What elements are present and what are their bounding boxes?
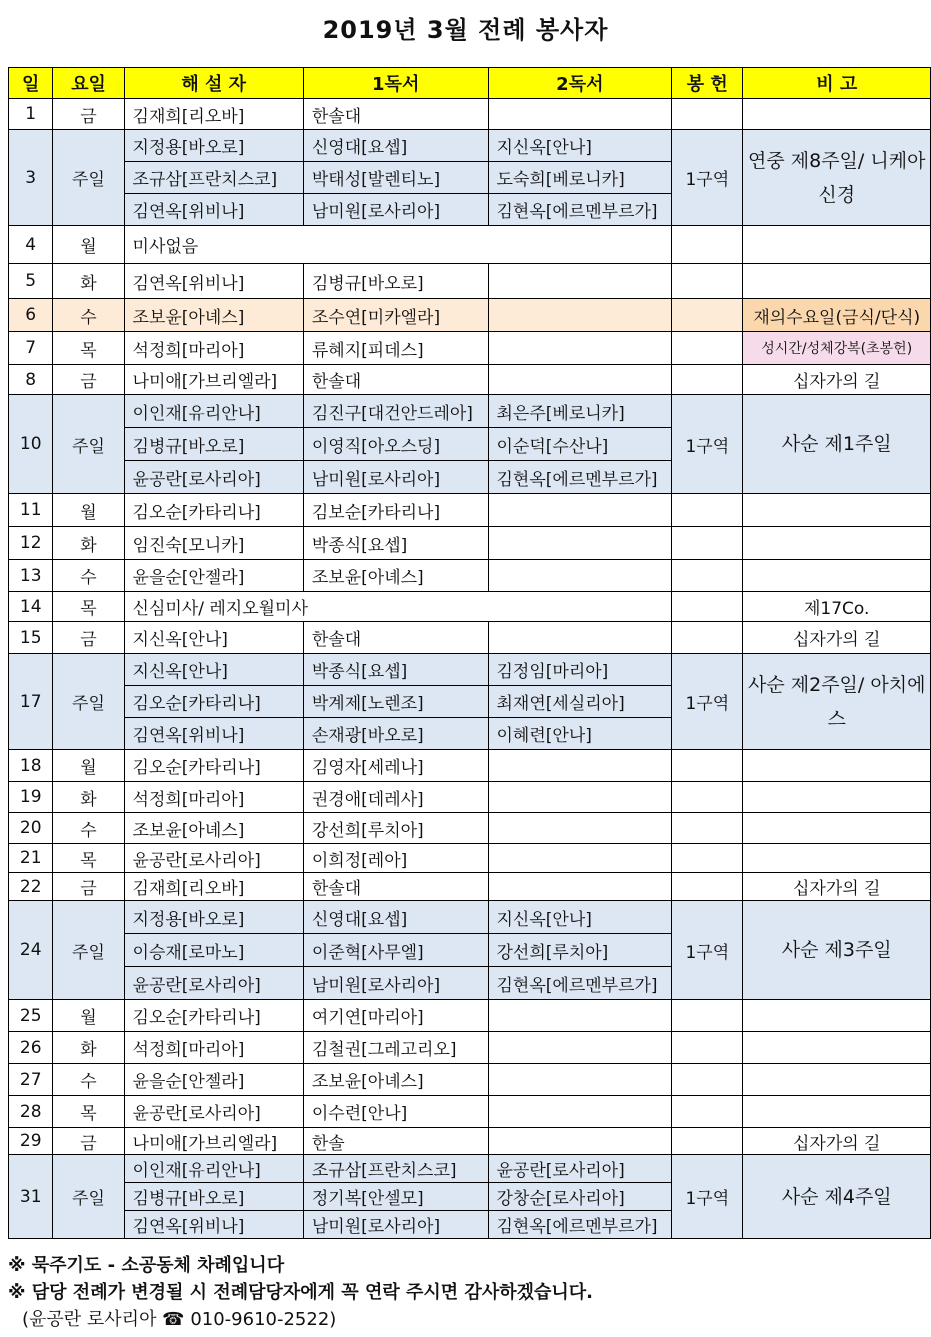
second-reading-cell xyxy=(488,622,672,654)
weekday-cell: 목 xyxy=(53,1096,124,1128)
offering-cell: 1구역 xyxy=(672,654,743,750)
note-cell: 제17Co. xyxy=(743,592,931,622)
offering-cell xyxy=(672,1064,743,1096)
commentator-cell: 김재희[리오바] xyxy=(124,873,303,901)
offering-cell xyxy=(672,226,743,264)
weekday-cell: 월 xyxy=(53,750,124,782)
second-reading-cell: 김현옥[에르멘부르가] xyxy=(488,461,672,494)
schedule-row xyxy=(9,844,931,873)
first-reading-cell: 이희정[레아] xyxy=(303,844,488,873)
note-cell: 사순 제3주일 xyxy=(743,901,931,1000)
weekday-cell: 월 xyxy=(53,226,124,264)
commentator-cell: 조보윤[아녜스] xyxy=(124,299,303,332)
first-reading-cell: 한솔 xyxy=(303,1128,488,1155)
schedule-row xyxy=(9,813,931,844)
day-cell: 19 xyxy=(9,782,53,813)
second-reading-cell: 김현옥[에르멘부르가] xyxy=(488,194,672,226)
commentator-cell: 김연옥[위비나] xyxy=(124,194,303,226)
first-reading-cell: 김영자[세레나] xyxy=(303,750,488,782)
first-reading-cell: 정기복[안셀모] xyxy=(303,1183,488,1211)
first-reading-cell: 김보순[카타리나] xyxy=(303,494,488,527)
commentator-cell: 김연옥[위비나] xyxy=(124,264,303,299)
schedule-row xyxy=(9,1155,931,1183)
weekday-cell: 수 xyxy=(53,1064,124,1096)
second-reading-cell: 윤공란[로사리아] xyxy=(488,1155,672,1183)
commentator-cell: 윤공란[로사리아] xyxy=(124,461,303,494)
offering-cell xyxy=(672,527,743,560)
second-reading-cell: 지신옥[안나] xyxy=(488,901,672,934)
weekday-cell: 주일 xyxy=(53,395,124,494)
first-reading-cell: 김진구[대건안드레아] xyxy=(303,395,488,428)
note-cell xyxy=(743,782,931,813)
commentator-cell: 나미애[가브리엘라] xyxy=(124,365,303,395)
commentator-cell: 김연옥[위비나] xyxy=(124,718,303,750)
weekday-cell: 주일 xyxy=(53,901,124,1000)
second-reading-cell xyxy=(488,1064,672,1096)
note-cell xyxy=(743,1064,931,1096)
note-cell xyxy=(743,750,931,782)
offering-cell xyxy=(672,560,743,592)
second-reading-cell xyxy=(488,782,672,813)
first-reading-cell: 조보윤[아녜스] xyxy=(303,560,488,592)
first-reading-cell: 신영대[요셉] xyxy=(303,130,488,162)
schedule-row xyxy=(9,1032,931,1064)
schedule-row xyxy=(9,395,931,428)
commentator-cell: 김재희[리오바] xyxy=(124,99,303,130)
commentator-cell: 윤을순[안젤라] xyxy=(124,1064,303,1096)
first-reading-cell: 조규삼[프란치스코] xyxy=(303,1155,488,1183)
weekday-cell: 목 xyxy=(53,592,124,622)
commentator-cell: 지정용[바오로] xyxy=(124,130,303,162)
note-cell xyxy=(743,844,931,873)
commentator-cell: 석정희[마리아] xyxy=(124,332,303,365)
note-cell xyxy=(743,494,931,527)
weekday-cell: 화 xyxy=(53,527,124,560)
second-reading-cell: 최재연[세실리아] xyxy=(488,686,672,718)
weekday-cell: 금 xyxy=(53,622,124,654)
offering-cell: 1구역 xyxy=(672,901,743,1000)
commentator-cell: 지신옥[안나] xyxy=(124,622,303,654)
first-reading-cell: 남미원[로사리아] xyxy=(303,967,488,1000)
first-reading-cell: 여기연[마리아] xyxy=(303,1000,488,1032)
first-reading-cell: 강선희[루치아] xyxy=(303,813,488,844)
schedule-row xyxy=(9,560,931,592)
note-cell xyxy=(743,527,931,560)
first-reading-cell: 신영대[요셉] xyxy=(303,901,488,934)
first-reading-cell: 손재광[바오로] xyxy=(303,718,488,750)
day-cell: 7 xyxy=(9,332,53,365)
commentator-cell: 김오순[카타리나] xyxy=(124,750,303,782)
note-cell: 십자가의 길 xyxy=(743,873,931,901)
first-reading-cell: 남미원[로사리아] xyxy=(303,194,488,226)
commentator-cell: 김연옥[위비나] xyxy=(124,1211,303,1239)
change-notice: ※ 담당 전례가 변경될 시 전례담당자에게 꼭 연락 주시면 감사하겠습니다. xyxy=(8,1282,593,1303)
weekday-cell: 주일 xyxy=(53,130,124,226)
second-reading-cell: 이혜련[안나] xyxy=(488,718,672,750)
day-cell: 6 xyxy=(9,299,53,332)
second-reading-cell xyxy=(488,560,672,592)
first-reading-cell: 한솔대 xyxy=(303,873,488,901)
schedule-row xyxy=(9,130,931,162)
note-cell: 십자가의 길 xyxy=(743,365,931,395)
weekday-cell: 주일 xyxy=(53,1155,124,1239)
second-reading-cell xyxy=(488,813,672,844)
first-reading-cell: 조수연[미카엘라] xyxy=(303,299,488,332)
schedule-row xyxy=(9,654,931,686)
day-cell: 14 xyxy=(9,592,53,622)
second-reading-cell xyxy=(488,527,672,560)
day-cell: 10 xyxy=(9,395,53,494)
schedule-row xyxy=(9,873,931,901)
day-cell: 13 xyxy=(9,560,53,592)
offering-cell xyxy=(672,365,743,395)
offering-cell xyxy=(672,592,743,622)
contact-info: (윤공란 로사리아 ☎ 010-9610-2522) xyxy=(22,1309,337,1330)
note-cell: 사순 제2주일/ 아치에스 xyxy=(743,654,931,750)
commentator-cell: 조규삼[프란치스코] xyxy=(124,162,303,194)
schedule-row xyxy=(9,365,931,395)
commentator-cell: 임진숙[모니카] xyxy=(124,527,303,560)
second-reading-cell: 강창순[로사리아] xyxy=(488,1183,672,1211)
header-offering: 봉 헌 xyxy=(672,68,743,99)
second-reading-cell xyxy=(488,1128,672,1155)
day-cell: 29 xyxy=(9,1128,53,1155)
offering-cell xyxy=(672,1000,743,1032)
first-reading-cell: 한솔대 xyxy=(303,365,488,395)
schedule-row xyxy=(9,901,931,934)
second-reading-cell xyxy=(488,1096,672,1128)
weekday-cell: 화 xyxy=(53,264,124,299)
day-cell: 5 xyxy=(9,264,53,299)
first-reading-cell: 박계제[노렌조] xyxy=(303,686,488,718)
commentator-cell: 김병규[바오로] xyxy=(124,428,303,461)
schedule-row xyxy=(9,622,931,654)
day-cell: 20 xyxy=(9,813,53,844)
day-cell: 12 xyxy=(9,527,53,560)
day-cell: 22 xyxy=(9,873,53,901)
note-cell: 재의수요일(금식/단식) xyxy=(743,299,931,332)
second-reading-cell xyxy=(488,844,672,873)
commentator-cell: 지정용[바오로] xyxy=(124,901,303,934)
day-cell: 24 xyxy=(9,901,53,1000)
schedule-row xyxy=(9,1064,931,1096)
offering-cell xyxy=(672,1128,743,1155)
header-first-reading: 1독서 xyxy=(303,68,488,99)
commentator-cell: 석정희[마리아] xyxy=(124,1032,303,1064)
schedule-row xyxy=(9,527,931,560)
second-reading-cell: 도숙희[베로니카] xyxy=(488,162,672,194)
day-cell: 25 xyxy=(9,1000,53,1032)
first-reading-cell: 이준혁[사무엘] xyxy=(303,934,488,967)
commentator-cell: 윤공란[로사리아] xyxy=(124,967,303,1000)
day-cell: 11 xyxy=(9,494,53,527)
note-cell: 십자가의 길 xyxy=(743,622,931,654)
schedule-row xyxy=(9,332,931,365)
page-title: 2019년 3월 전례 봉사자 xyxy=(322,16,609,44)
offering-cell xyxy=(672,813,743,844)
commentator-cell: 조보윤[아녜스] xyxy=(124,813,303,844)
offering-cell xyxy=(672,299,743,332)
header-weekday: 요일 xyxy=(53,68,124,99)
day-cell: 3 xyxy=(9,130,53,226)
day-cell: 8 xyxy=(9,365,53,395)
schedule-row xyxy=(9,1096,931,1128)
day-cell: 27 xyxy=(9,1064,53,1096)
weekday-cell: 화 xyxy=(53,1032,124,1064)
offering-cell xyxy=(672,1096,743,1128)
second-reading-cell: 김정임[마리아] xyxy=(488,654,672,686)
commentator-cell: 김병규[바오로] xyxy=(124,1183,303,1211)
first-reading-cell: 남미원[로사리아] xyxy=(303,1211,488,1239)
commentator-cell: 이승재[로마노] xyxy=(124,934,303,967)
note-cell: 사순 제4주일 xyxy=(743,1155,931,1239)
note-cell xyxy=(743,99,931,130)
schedule-row xyxy=(9,782,931,813)
schedule-row xyxy=(9,226,931,264)
second-reading-cell xyxy=(488,873,672,901)
second-reading-cell: 이순덕[수산나] xyxy=(488,428,672,461)
day-cell: 1 xyxy=(9,99,53,130)
second-reading-cell xyxy=(488,264,672,299)
commentator-cell: 이인재[유리안나] xyxy=(124,395,303,428)
offering-cell xyxy=(672,622,743,654)
commentator-cell: 윤공란[로사리아] xyxy=(124,844,303,873)
first-reading-cell: 조보윤[아녜스] xyxy=(303,1064,488,1096)
first-reading-cell: 한솔대 xyxy=(303,99,488,130)
note-cell xyxy=(743,264,931,299)
commentator-cell: 김오순[카타리나] xyxy=(124,686,303,718)
day-cell: 31 xyxy=(9,1155,53,1239)
weekday-cell: 월 xyxy=(53,1000,124,1032)
second-reading-cell xyxy=(488,1032,672,1064)
header-commentator: 해 설 자 xyxy=(124,68,303,99)
day-cell: 15 xyxy=(9,622,53,654)
first-reading-cell: 남미원[로사리아] xyxy=(303,461,488,494)
commentator-cell: 석정희[마리아] xyxy=(124,782,303,813)
first-reading-cell: 이수련[안나] xyxy=(303,1096,488,1128)
header-second-reading: 2독서 xyxy=(488,68,672,99)
note-cell xyxy=(743,560,931,592)
note-cell: 성시간/성체강복(초봉헌) xyxy=(743,332,931,365)
rosary-notice: ※ 묵주기도 - 소공동체 차례입니다 xyxy=(8,1255,285,1276)
offering-cell xyxy=(672,264,743,299)
offering-cell xyxy=(672,332,743,365)
commentator-cell: 이인재[유리안나] xyxy=(124,1155,303,1183)
first-reading-cell: 권경애[데레사] xyxy=(303,782,488,813)
schedule-row xyxy=(9,1128,931,1155)
weekday-cell: 수 xyxy=(53,299,124,332)
second-reading-cell: 강선희[루치아] xyxy=(488,934,672,967)
day-cell: 18 xyxy=(9,750,53,782)
second-reading-cell xyxy=(488,299,672,332)
schedule-row xyxy=(9,99,931,130)
weekday-cell: 수 xyxy=(53,813,124,844)
note-cell xyxy=(743,1096,931,1128)
weekday-cell: 수 xyxy=(53,560,124,592)
note-cell xyxy=(743,226,931,264)
second-reading-cell xyxy=(488,494,672,527)
second-reading-cell xyxy=(488,750,672,782)
day-cell: 17 xyxy=(9,654,53,750)
offering-cell xyxy=(672,750,743,782)
schedule-row xyxy=(9,750,931,782)
commentator-cell: 김오순[카타리나] xyxy=(124,494,303,527)
day-cell: 26 xyxy=(9,1032,53,1064)
day-cell: 21 xyxy=(9,844,53,873)
weekday-cell: 금 xyxy=(53,873,124,901)
note-cell xyxy=(743,1032,931,1064)
first-reading-cell: 박태성[발렌티노] xyxy=(303,162,488,194)
merged-cell: 신심미사/ 레지오월미사 xyxy=(124,592,672,622)
offering-cell: 1구역 xyxy=(672,1155,743,1239)
offering-cell xyxy=(672,873,743,901)
offering-cell: 1구역 xyxy=(672,395,743,494)
schedule-row xyxy=(9,494,931,527)
offering-cell xyxy=(672,494,743,527)
offering-cell xyxy=(672,1032,743,1064)
note-cell: 사순 제1주일 xyxy=(743,395,931,494)
second-reading-cell: 지신옥[안나] xyxy=(488,130,672,162)
commentator-cell: 윤공란[로사리아] xyxy=(124,1096,303,1128)
first-reading-cell: 김병규[바오로] xyxy=(303,264,488,299)
header-row xyxy=(9,68,931,99)
first-reading-cell: 한솔대 xyxy=(303,622,488,654)
commentator-cell: 지신옥[안나] xyxy=(124,654,303,686)
schedule-row xyxy=(9,592,931,622)
weekday-cell: 화 xyxy=(53,782,124,813)
offering-cell xyxy=(672,844,743,873)
schedule-row xyxy=(9,1000,931,1032)
note-cell: 십자가의 길 xyxy=(743,1128,931,1155)
commentator-cell: 나미애[가브리엘라] xyxy=(124,1128,303,1155)
weekday-cell: 금 xyxy=(53,1128,124,1155)
note-cell: 연중 제8주일/ 니케아신경 xyxy=(743,130,931,226)
schedule-body xyxy=(9,99,931,1239)
second-reading-cell xyxy=(488,365,672,395)
first-reading-cell: 박종식[요셉] xyxy=(303,654,488,686)
second-reading-cell: 김현옥[에르멘부르가] xyxy=(488,1211,672,1239)
second-reading-cell xyxy=(488,332,672,365)
second-reading-cell: 최은주[베로니카] xyxy=(488,395,672,428)
offering-cell xyxy=(672,782,743,813)
commentator-cell: 윤을순[안젤라] xyxy=(124,560,303,592)
note-cell xyxy=(743,1000,931,1032)
day-cell: 28 xyxy=(9,1096,53,1128)
weekday-cell: 목 xyxy=(53,332,124,365)
schedule-row xyxy=(9,264,931,299)
weekday-cell: 월 xyxy=(53,494,124,527)
offering-cell xyxy=(672,99,743,130)
schedule-table xyxy=(8,67,931,1239)
weekday-cell: 금 xyxy=(53,365,124,395)
first-reading-cell: 박종식[요셉] xyxy=(303,527,488,560)
second-reading-cell xyxy=(488,1000,672,1032)
header-note: 비 고 xyxy=(743,68,931,99)
day-cell: 4 xyxy=(9,226,53,264)
weekday-cell: 목 xyxy=(53,844,124,873)
schedule-row xyxy=(9,299,931,332)
first-reading-cell: 류혜지[피데스] xyxy=(303,332,488,365)
first-reading-cell: 이영직[아오스딩] xyxy=(303,428,488,461)
second-reading-cell xyxy=(488,99,672,130)
weekday-cell: 주일 xyxy=(53,654,124,750)
offering-cell: 1구역 xyxy=(672,130,743,226)
merged-cell: 미사없음 xyxy=(124,226,672,264)
footer-notes xyxy=(8,1252,593,1333)
note-cell xyxy=(743,813,931,844)
second-reading-cell: 김현옥[에르멘부르가] xyxy=(488,967,672,1000)
header-day: 일 xyxy=(9,68,53,99)
commentator-cell: 김오순[카타리나] xyxy=(124,1000,303,1032)
first-reading-cell: 김철권[그레고리오] xyxy=(303,1032,488,1064)
weekday-cell: 금 xyxy=(53,99,124,130)
